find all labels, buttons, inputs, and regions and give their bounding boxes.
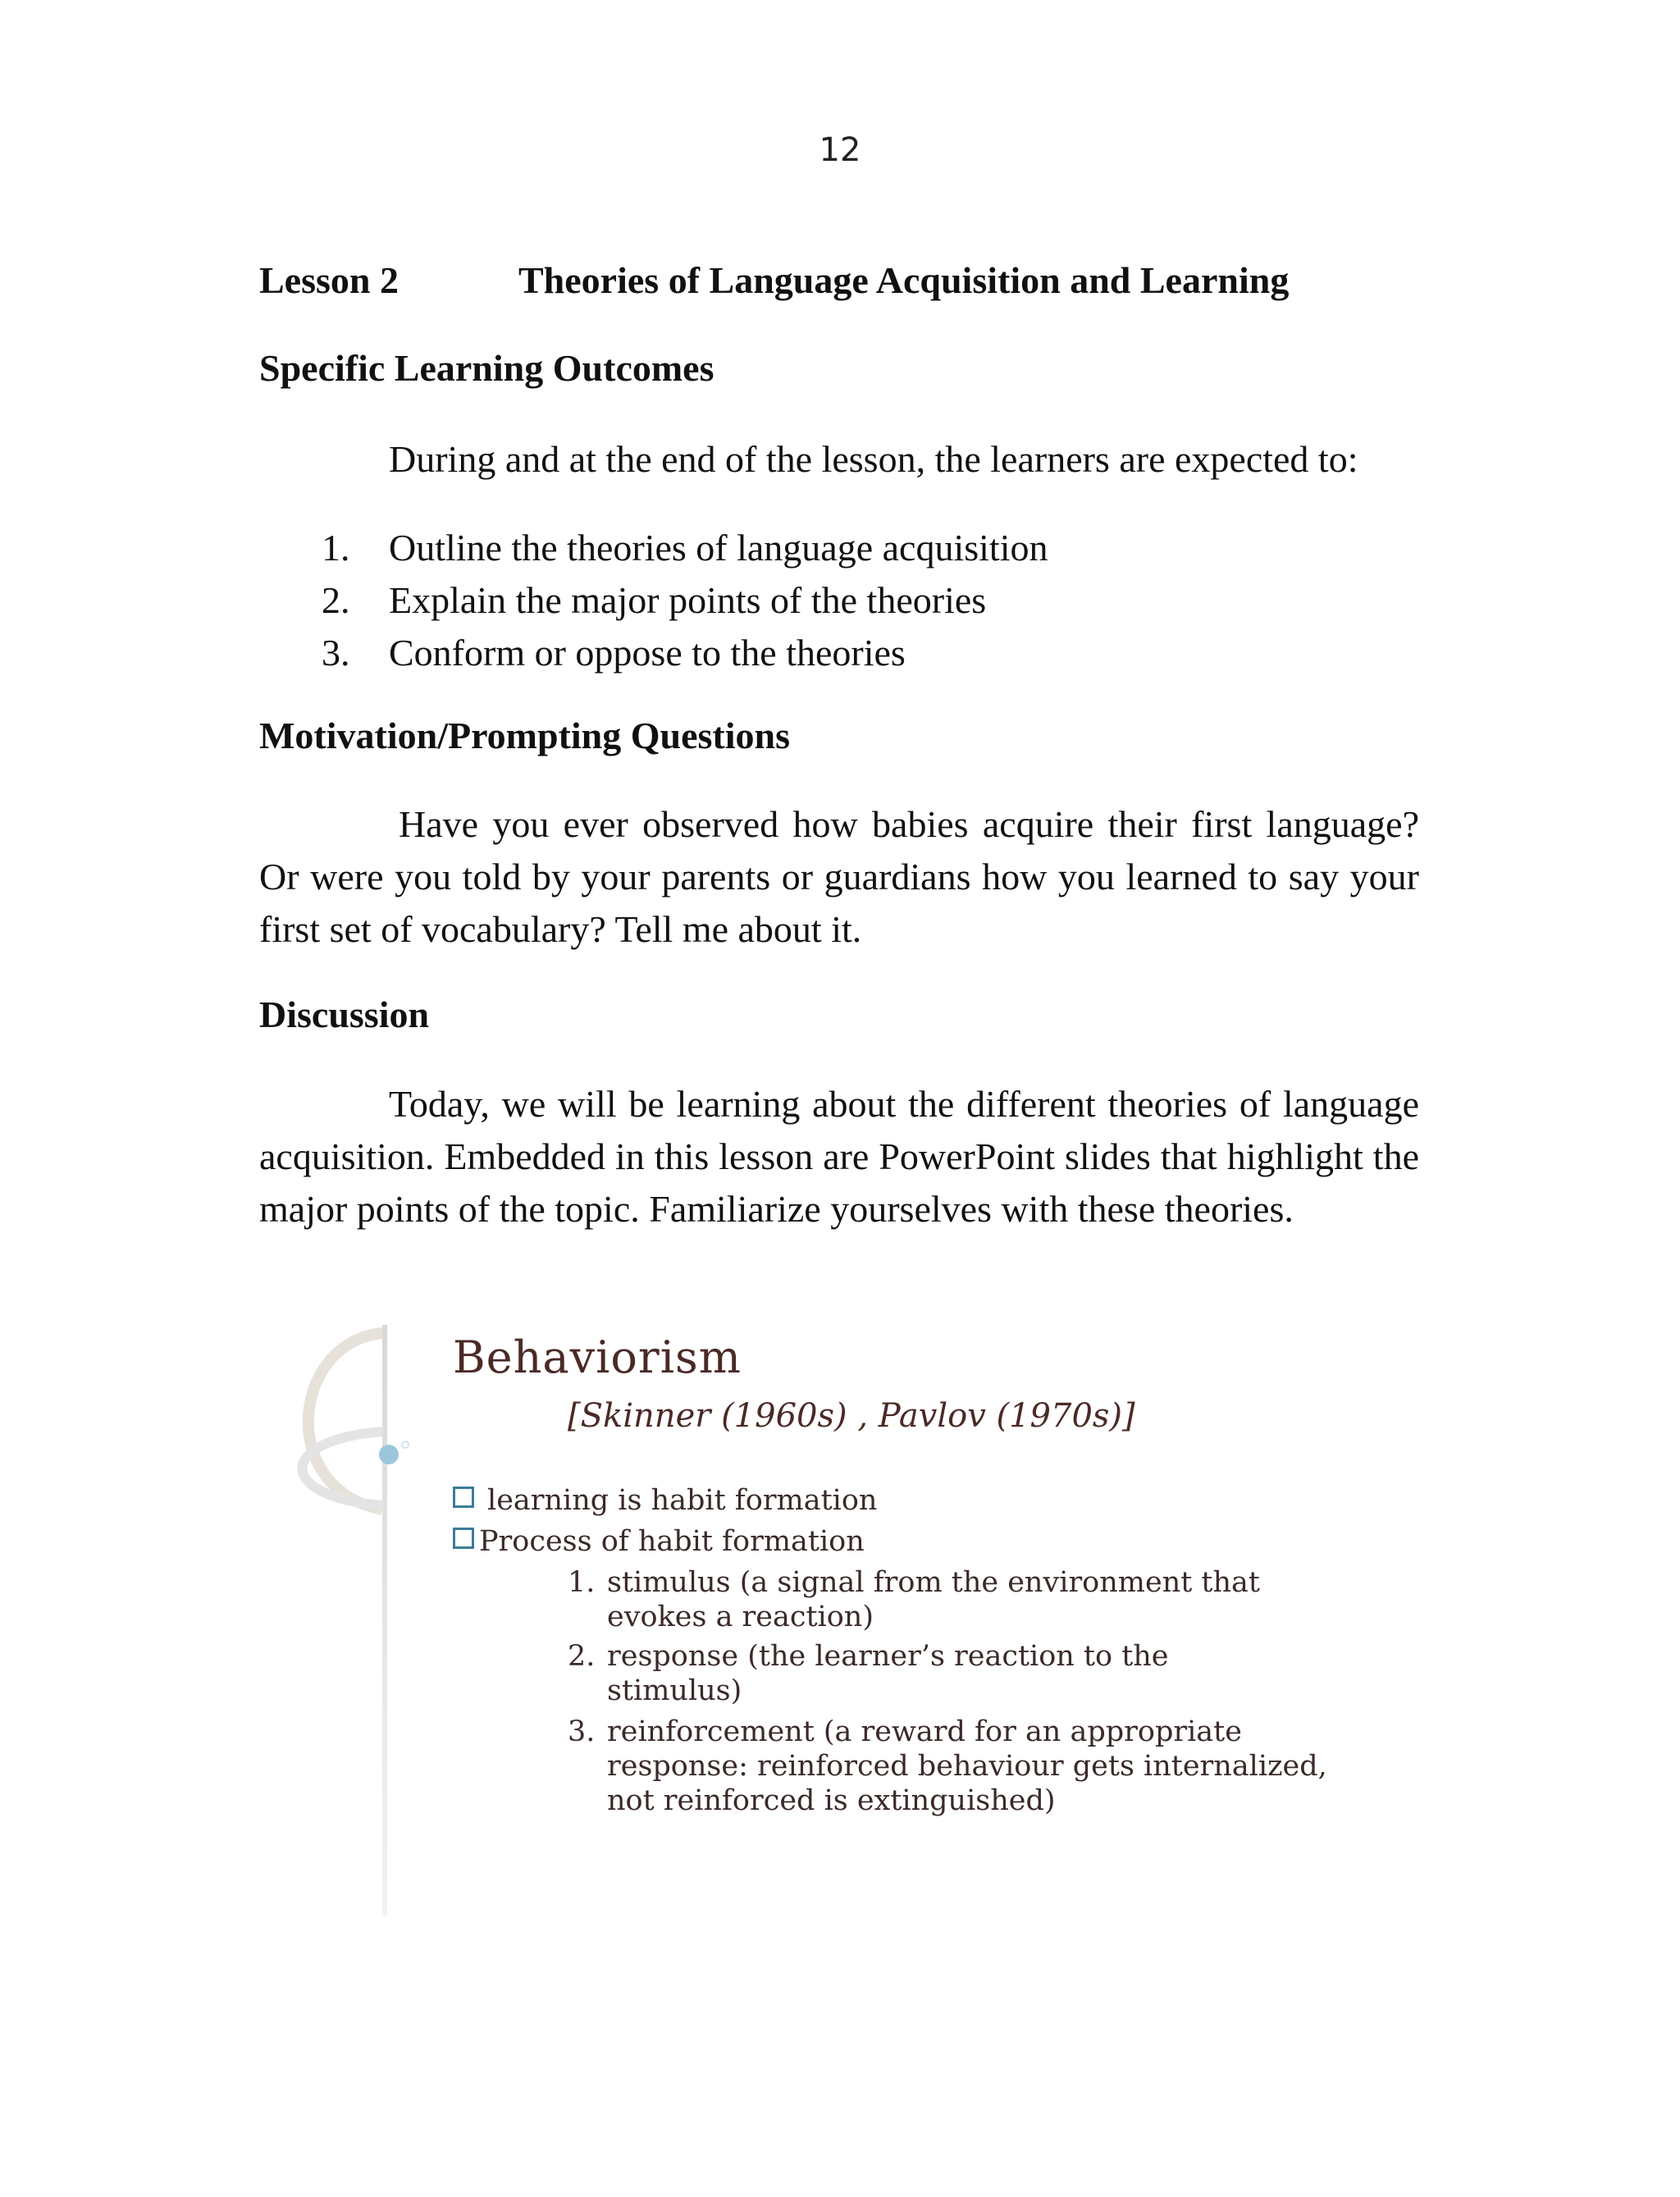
list-item-text: Explain the major points of the theories bbox=[389, 579, 987, 621]
slide-bullet bbox=[453, 1483, 877, 1518]
outcomes-list bbox=[259, 522, 1048, 679]
slide-step-number: 2. bbox=[568, 1640, 596, 1673]
list-item bbox=[259, 522, 1048, 574]
slide-bullet bbox=[453, 1524, 865, 1559]
slide-accent-dot bbox=[379, 1445, 399, 1464]
outcomes-intro-text: During and at the end of the lesson, the learners are expected to: bbox=[389, 438, 1358, 480]
list-item-text: Outline the theories of language acquisition bbox=[389, 527, 1048, 569]
slide-step-number: 3. bbox=[568, 1715, 596, 1748]
list-item-number: 1. bbox=[322, 527, 350, 569]
embedded-slide bbox=[259, 1325, 1424, 1916]
slide-divider-line bbox=[382, 1325, 387, 1916]
slide-bullet-text: Process of habit formation bbox=[479, 1525, 865, 1558]
list-item-number: 3. bbox=[322, 632, 350, 674]
slide-bullet-text: learning is habit formation bbox=[487, 1484, 878, 1517]
discussion-heading: Discussion bbox=[259, 993, 430, 1035]
slide-arc-upper bbox=[308, 1333, 382, 1510]
outcomes-heading: Specific Learning Outcomes bbox=[259, 347, 714, 389]
slide-title: Behaviorism bbox=[453, 1331, 742, 1383]
slide-decoration-graphic bbox=[259, 1325, 423, 1916]
discussion-text: Today, we will be learning about the different theories of language acquisition. Embedded in this lesson are PowerPoint slides that highlight the major points of the topic. Familiarize yourselves with these theories. bbox=[259, 1083, 1419, 1230]
motivation-text: Have you ever observed how babies acquire their first language? Or were you told by your parents or guardians how you learned to say your first set of vocabulary? Tell me about it. bbox=[259, 803, 1419, 950]
outcomes-intro bbox=[259, 433, 1419, 486]
discussion-paragraph bbox=[259, 1078, 1419, 1236]
list-item-number: 2. bbox=[322, 579, 350, 621]
list-item-text: Conform or oppose to the theories bbox=[389, 632, 906, 674]
slide-step bbox=[568, 1715, 1388, 1818]
slide-step-text: response (the learner’s reaction to the stimulus) bbox=[607, 1640, 1169, 1707]
slide-step bbox=[568, 1639, 1388, 1708]
slide-step bbox=[568, 1565, 1388, 1634]
slide-subtitle: [Skinner (1960s) , Pavlov (1970s)] bbox=[568, 1397, 1135, 1435]
list-item bbox=[259, 627, 1048, 679]
lesson-title: Theories of Language Acquisition and Learning bbox=[518, 259, 1290, 301]
motivation-heading: Motivation/Prompting Questions bbox=[259, 715, 791, 756]
lesson-label: Lesson 2 bbox=[259, 259, 399, 301]
slide-step-text: reinforcement (a reward for an appropriate response: reinforced behaviour gets internalized, not reinforced is extinguished) bbox=[607, 1715, 1327, 1817]
lesson-heading bbox=[259, 258, 1289, 302]
slide-step-number: 1. bbox=[568, 1566, 596, 1599]
slide-step-text: stimulus (a signal from the environment that evokes a reaction) bbox=[607, 1566, 1260, 1633]
checkbox-bullet-icon bbox=[453, 1487, 474, 1508]
page-number: 12 bbox=[819, 131, 861, 169]
motivation-paragraph bbox=[259, 798, 1419, 956]
list-item bbox=[259, 574, 1048, 627]
checkbox-bullet-icon bbox=[453, 1528, 474, 1549]
slide-accent-ring bbox=[402, 1441, 409, 1448]
